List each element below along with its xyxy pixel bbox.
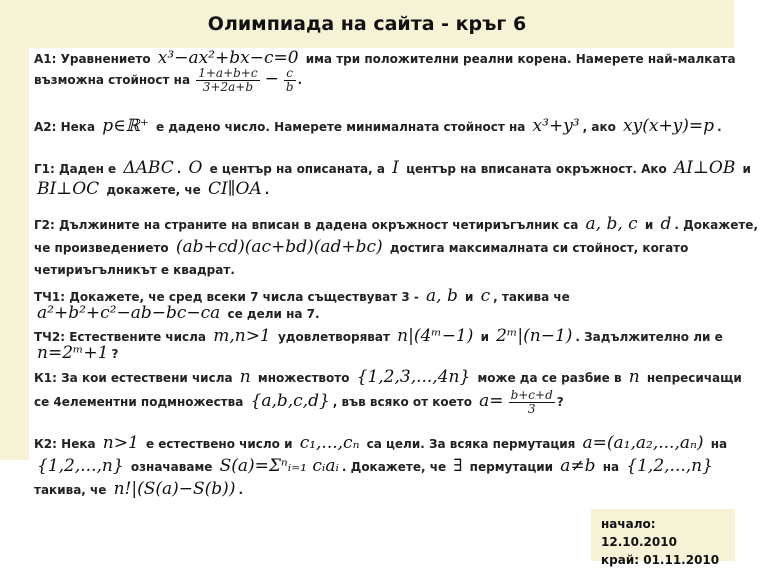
- fraction-denominator: 3: [527, 402, 536, 416]
- formula: n!|(S(a)−S(b)): [113, 479, 236, 499]
- problem-text: ?: [556, 395, 564, 409]
- problem-text: Докажете, че сред всеки 7 числа съществуват 3 -: [65, 290, 424, 304]
- problem-text: има три положителни реални корена. Намерете най-малката възможна стойност на: [34, 52, 736, 87]
- formula: I: [392, 158, 399, 178]
- problem-a2: [34, 118, 759, 135]
- problem-text: Нека: [56, 437, 100, 451]
- dates-box: [591, 509, 735, 567]
- formula: −: [264, 69, 279, 89]
- problem-text: Нека: [56, 120, 100, 134]
- problem-text: е център на описаната, а: [205, 162, 390, 176]
- problem-text: такива, че: [34, 483, 111, 497]
- problem-label: ТЧ2:: [34, 330, 66, 344]
- problem-text: и: [738, 162, 751, 176]
- formula: c₁,...,cₙ: [299, 433, 360, 453]
- problem-label: К2:: [34, 437, 57, 451]
- problem-k1: [34, 366, 759, 416]
- fraction: [509, 389, 555, 416]
- formula: AI⊥OB: [673, 158, 736, 178]
- problem-text: е дадено число. Намерете минималната стойност на: [151, 120, 530, 134]
- problem-text: , във всяко от което: [332, 395, 477, 409]
- formula: a²+b²+c²−ab−bc−ca: [37, 303, 221, 323]
- formula: n|(4ᵐ−1): [397, 326, 474, 346]
- formula: n: [628, 367, 640, 387]
- formula: a, b, c: [585, 214, 638, 234]
- problem-text: и: [640, 218, 658, 232]
- formula: 2ᵐ|(n−1): [496, 326, 573, 346]
- start-date: начало: 12.10.2010: [601, 517, 677, 549]
- formula: BI⊥OC: [37, 179, 100, 199]
- problem-text: на: [598, 460, 624, 474]
- problem-g1: [34, 158, 759, 200]
- formula: {1,2,...,n}: [37, 456, 124, 476]
- problem-text: . Докажете, че: [341, 460, 451, 474]
- problem-text: и: [476, 330, 494, 344]
- problem-tch1: [34, 288, 759, 322]
- problem-text: достига максималната си стойност, когато четириъгълникът е квадрат.: [34, 241, 689, 277]
- problem-label: А1:: [34, 52, 57, 66]
- problem-label: А2:: [34, 120, 57, 134]
- problem-text: , такива че: [493, 290, 570, 304]
- problem-text: .: [238, 483, 244, 497]
- formula: a=(a₁,a₂,...,aₙ): [582, 433, 704, 453]
- formula: O: [188, 158, 203, 178]
- fraction-numerator: b+c+d: [510, 388, 553, 402]
- problem-text: . Докажете, че произведението: [34, 218, 759, 255]
- problem-a1: [34, 50, 759, 94]
- problem-text: на: [706, 437, 728, 451]
- formula: a=: [479, 391, 504, 411]
- formula: m,n>1: [213, 326, 271, 346]
- page-title: Олимпиада на сайта - кръг 6: [0, 0, 734, 48]
- problem-label: Г2:: [34, 218, 55, 232]
- formula: CI∥OA: [207, 179, 262, 199]
- problem-text: се дели на 7.: [223, 307, 320, 321]
- fraction: [284, 67, 296, 94]
- problem-text: ?: [111, 347, 119, 361]
- formula: n: [239, 367, 251, 387]
- formula: xy(x+y)=p: [623, 116, 715, 136]
- problem-label: ТЧ1:: [34, 290, 66, 304]
- problem-text: непресичащи се 4елементни подмножества: [34, 371, 742, 409]
- fraction-denominator: 3+2a+b: [202, 80, 253, 94]
- formula: {1,2,...,n}: [626, 456, 713, 476]
- problem-text: .: [176, 162, 186, 176]
- problem-text: .: [717, 120, 722, 134]
- problem-tch2: [34, 328, 759, 362]
- end-date: край: 01.11.2010: [601, 553, 720, 567]
- fraction-numerator: 1+a+b+c: [198, 66, 258, 80]
- formula: x³−ax²+bx−c=0: [157, 48, 299, 68]
- problem-k2: [34, 432, 759, 501]
- formula: a, b: [426, 286, 458, 306]
- formula: d: [660, 214, 672, 234]
- problem-text: . Задължително ли е: [575, 330, 723, 344]
- problem-text: Естествените числа: [65, 330, 211, 344]
- problem-text: удовлетворяват: [273, 330, 395, 344]
- problem-g2: [34, 213, 759, 281]
- problem-text: център на вписаната окръжност. Ако: [401, 162, 671, 176]
- problem-text: е естествено число и: [141, 437, 297, 451]
- formula: S(a)=Σⁿᵢ₌₁ cᵢaᵢ: [219, 456, 339, 476]
- formula: (ab+cd)(ac+bd)(ad+bc): [175, 237, 383, 257]
- problems-panel: [29, 48, 764, 499]
- formula: {a,b,c,d}: [250, 391, 330, 411]
- formula: ΔABC: [123, 158, 174, 178]
- formula: {1,2,3,...,4n}: [356, 367, 471, 387]
- formula: p∈ℝ⁺: [102, 116, 149, 136]
- problem-text: са цели. За всяка пермутация: [362, 437, 580, 451]
- problem-text: докажете, че: [102, 183, 205, 197]
- problem-text: пермутации: [465, 460, 558, 474]
- problem-text: Уравнението: [56, 52, 155, 66]
- problem-text: Дължините на страните на вписан в дадена окръжност четириъгълник са: [54, 218, 583, 232]
- formula: ∃: [453, 456, 463, 476]
- problem-text: и: [460, 290, 478, 304]
- formula: n>1: [102, 433, 139, 453]
- formula: a≠b: [560, 456, 596, 476]
- problem-text: .: [264, 183, 270, 197]
- problem-label: Г1:: [34, 162, 55, 176]
- problem-text: За кои естествени числа: [56, 371, 237, 385]
- problem-text: означаваме: [126, 460, 217, 474]
- problem-label: К1:: [34, 371, 57, 385]
- problem-text: Даден е: [54, 162, 121, 176]
- problem-text: .: [297, 73, 303, 87]
- formula: x³+y³: [532, 116, 580, 136]
- problem-text: множеството: [253, 371, 354, 385]
- problem-text: , ако: [582, 120, 621, 134]
- fraction-numerator: c: [284, 67, 296, 81]
- formula: n=2ᵐ+1: [37, 343, 109, 363]
- fraction: [196, 67, 259, 94]
- formula: c: [480, 286, 491, 306]
- problem-text: може да се разбие в: [473, 371, 626, 385]
- fraction-denominator: b: [285, 80, 294, 94]
